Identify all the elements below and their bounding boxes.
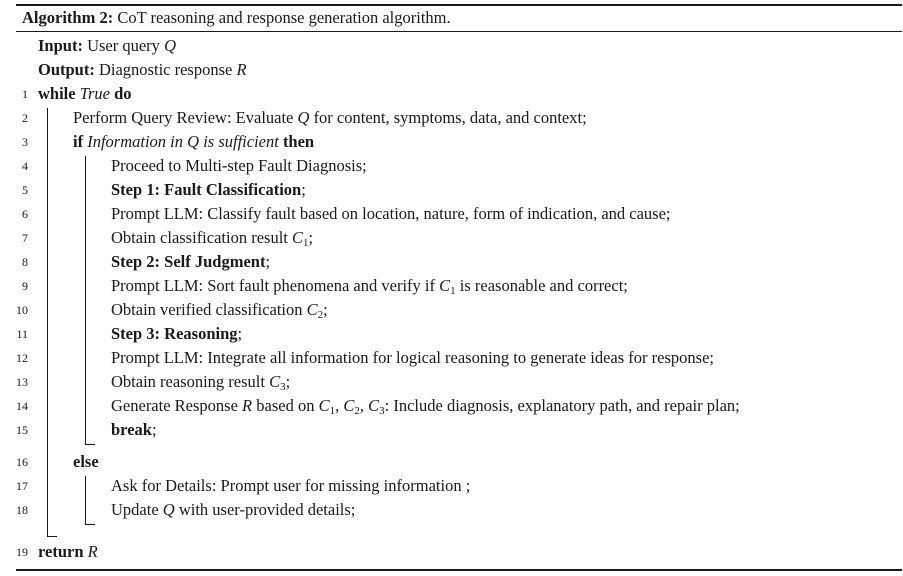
line-text: for content, symptoms, data, and context;: [309, 108, 587, 127]
if-block-bar: [85, 156, 86, 444]
algorithm-caption: [22, 6, 451, 30]
line-number: 18: [16, 503, 28, 517]
line-text: Ask for Details: Prompt user for missing information ;: [111, 476, 471, 495]
line-text: ;: [285, 372, 291, 391]
subscript: 2: [317, 309, 324, 321]
while-block-end: [47, 536, 57, 537]
line-number: 15: [16, 423, 28, 437]
var-c: C: [343, 396, 355, 415]
line-number: 8: [22, 255, 28, 269]
var-c: C: [306, 300, 318, 319]
line-number: 11: [16, 327, 28, 341]
line-text: Prompt LLM: Classify fault based on location, nature, form of indication, and cause;: [111, 204, 671, 223]
input-text: User query: [87, 36, 165, 55]
do-keyword: do: [114, 84, 132, 103]
step-heading: Step 2: Self Judgment: [111, 252, 266, 271]
bottom-rule: [16, 569, 902, 571]
var-r: R: [87, 542, 98, 561]
while-block-bar: [47, 108, 48, 536]
else-block-bar: [85, 476, 86, 524]
if-keyword: if: [73, 132, 84, 151]
line-number: 13: [16, 375, 28, 389]
line-text: Prompt LLM: Integrate all information for logical reasoning to generate ideas for response;: [111, 348, 714, 367]
subscript: 1: [329, 405, 336, 417]
line-number: 6: [22, 207, 28, 221]
output-text: Diagnostic response: [98, 60, 237, 79]
var-q: Q: [162, 500, 175, 519]
caption-label: Algorithm 2:: [22, 8, 114, 27]
else-keyword: else: [73, 452, 99, 471]
line-text: Perform Query Review: Evaluate: [73, 108, 298, 127]
return-keyword: return: [38, 542, 84, 561]
line-text: Generate Response: [111, 396, 243, 415]
separator: ,: [335, 396, 344, 415]
line-text: ;: [301, 180, 306, 199]
line-text: : Include diagnosis, explanatory path, and repair plan;: [384, 396, 740, 415]
if-condition: Information in: [87, 132, 188, 151]
caption-rule: [16, 31, 902, 32]
line-number: 17: [16, 479, 28, 493]
line-text: Obtain reasoning result: [111, 372, 270, 391]
line-number: 12: [16, 351, 28, 365]
line-number: 3: [22, 135, 28, 149]
separator: ,: [359, 396, 369, 415]
while-condition: True: [79, 84, 110, 103]
line-number: 10: [16, 303, 28, 317]
line-text: Update: [111, 500, 163, 519]
line-number: 16: [16, 455, 28, 469]
var-c: C: [439, 276, 451, 295]
else-block-end: [85, 524, 95, 525]
line-text: is reasonable and correct;: [455, 276, 628, 295]
var-r: R: [242, 396, 253, 415]
step-heading: Step 1: Fault Classification: [111, 180, 302, 199]
line-number: 7: [22, 231, 28, 245]
line-number: 2: [22, 111, 28, 125]
line-text: Obtain classification result: [111, 228, 292, 247]
line-number: 9: [22, 279, 28, 293]
subscript: 3: [379, 405, 385, 417]
var-c: C: [368, 396, 380, 415]
line-text: Proceed to Multi-step Fault Diagnosis;: [111, 156, 367, 175]
caption-title: CoT reasoning and response generation algorithm.: [117, 8, 451, 27]
step-heading: Step 3: Reasoning: [111, 324, 238, 343]
output-var: R: [236, 60, 247, 79]
var-c: C: [269, 372, 281, 391]
line-text: ;: [323, 300, 328, 319]
input-var: Q: [164, 36, 176, 55]
var-c: C: [318, 396, 330, 415]
var-c: C: [292, 228, 304, 247]
output-keyword: Output:: [38, 60, 95, 79]
var-q: Q: [297, 108, 310, 127]
var-q: Q: [187, 132, 200, 151]
line-text: ;: [265, 252, 271, 271]
input-keyword: Input:: [38, 36, 83, 55]
subscript: 1: [303, 237, 309, 249]
then-keyword: then: [282, 132, 315, 151]
subscript: 1: [450, 285, 456, 297]
line-number: 4: [22, 159, 28, 173]
line-number: 1: [22, 87, 28, 101]
subscript: 3: [280, 381, 286, 393]
line-text: ;: [308, 228, 314, 247]
if-block-end: [85, 444, 95, 445]
line-text: Obtain verified classification: [111, 300, 307, 319]
line-number: 14: [16, 399, 28, 413]
while-keyword: while: [38, 84, 76, 103]
break-keyword: break: [111, 420, 152, 439]
line-number: 5: [22, 183, 28, 197]
if-condition: is sufficient: [199, 132, 279, 151]
line-text: with user-provided details;: [174, 500, 356, 519]
line-text: based on: [252, 396, 319, 415]
line-text: ;: [237, 324, 243, 343]
line-text: ;: [151, 420, 157, 439]
subscript: 2: [354, 405, 360, 417]
line-number: 19: [16, 545, 28, 559]
line-text: Prompt LLM: Sort fault phenomena and verify if: [111, 276, 440, 295]
